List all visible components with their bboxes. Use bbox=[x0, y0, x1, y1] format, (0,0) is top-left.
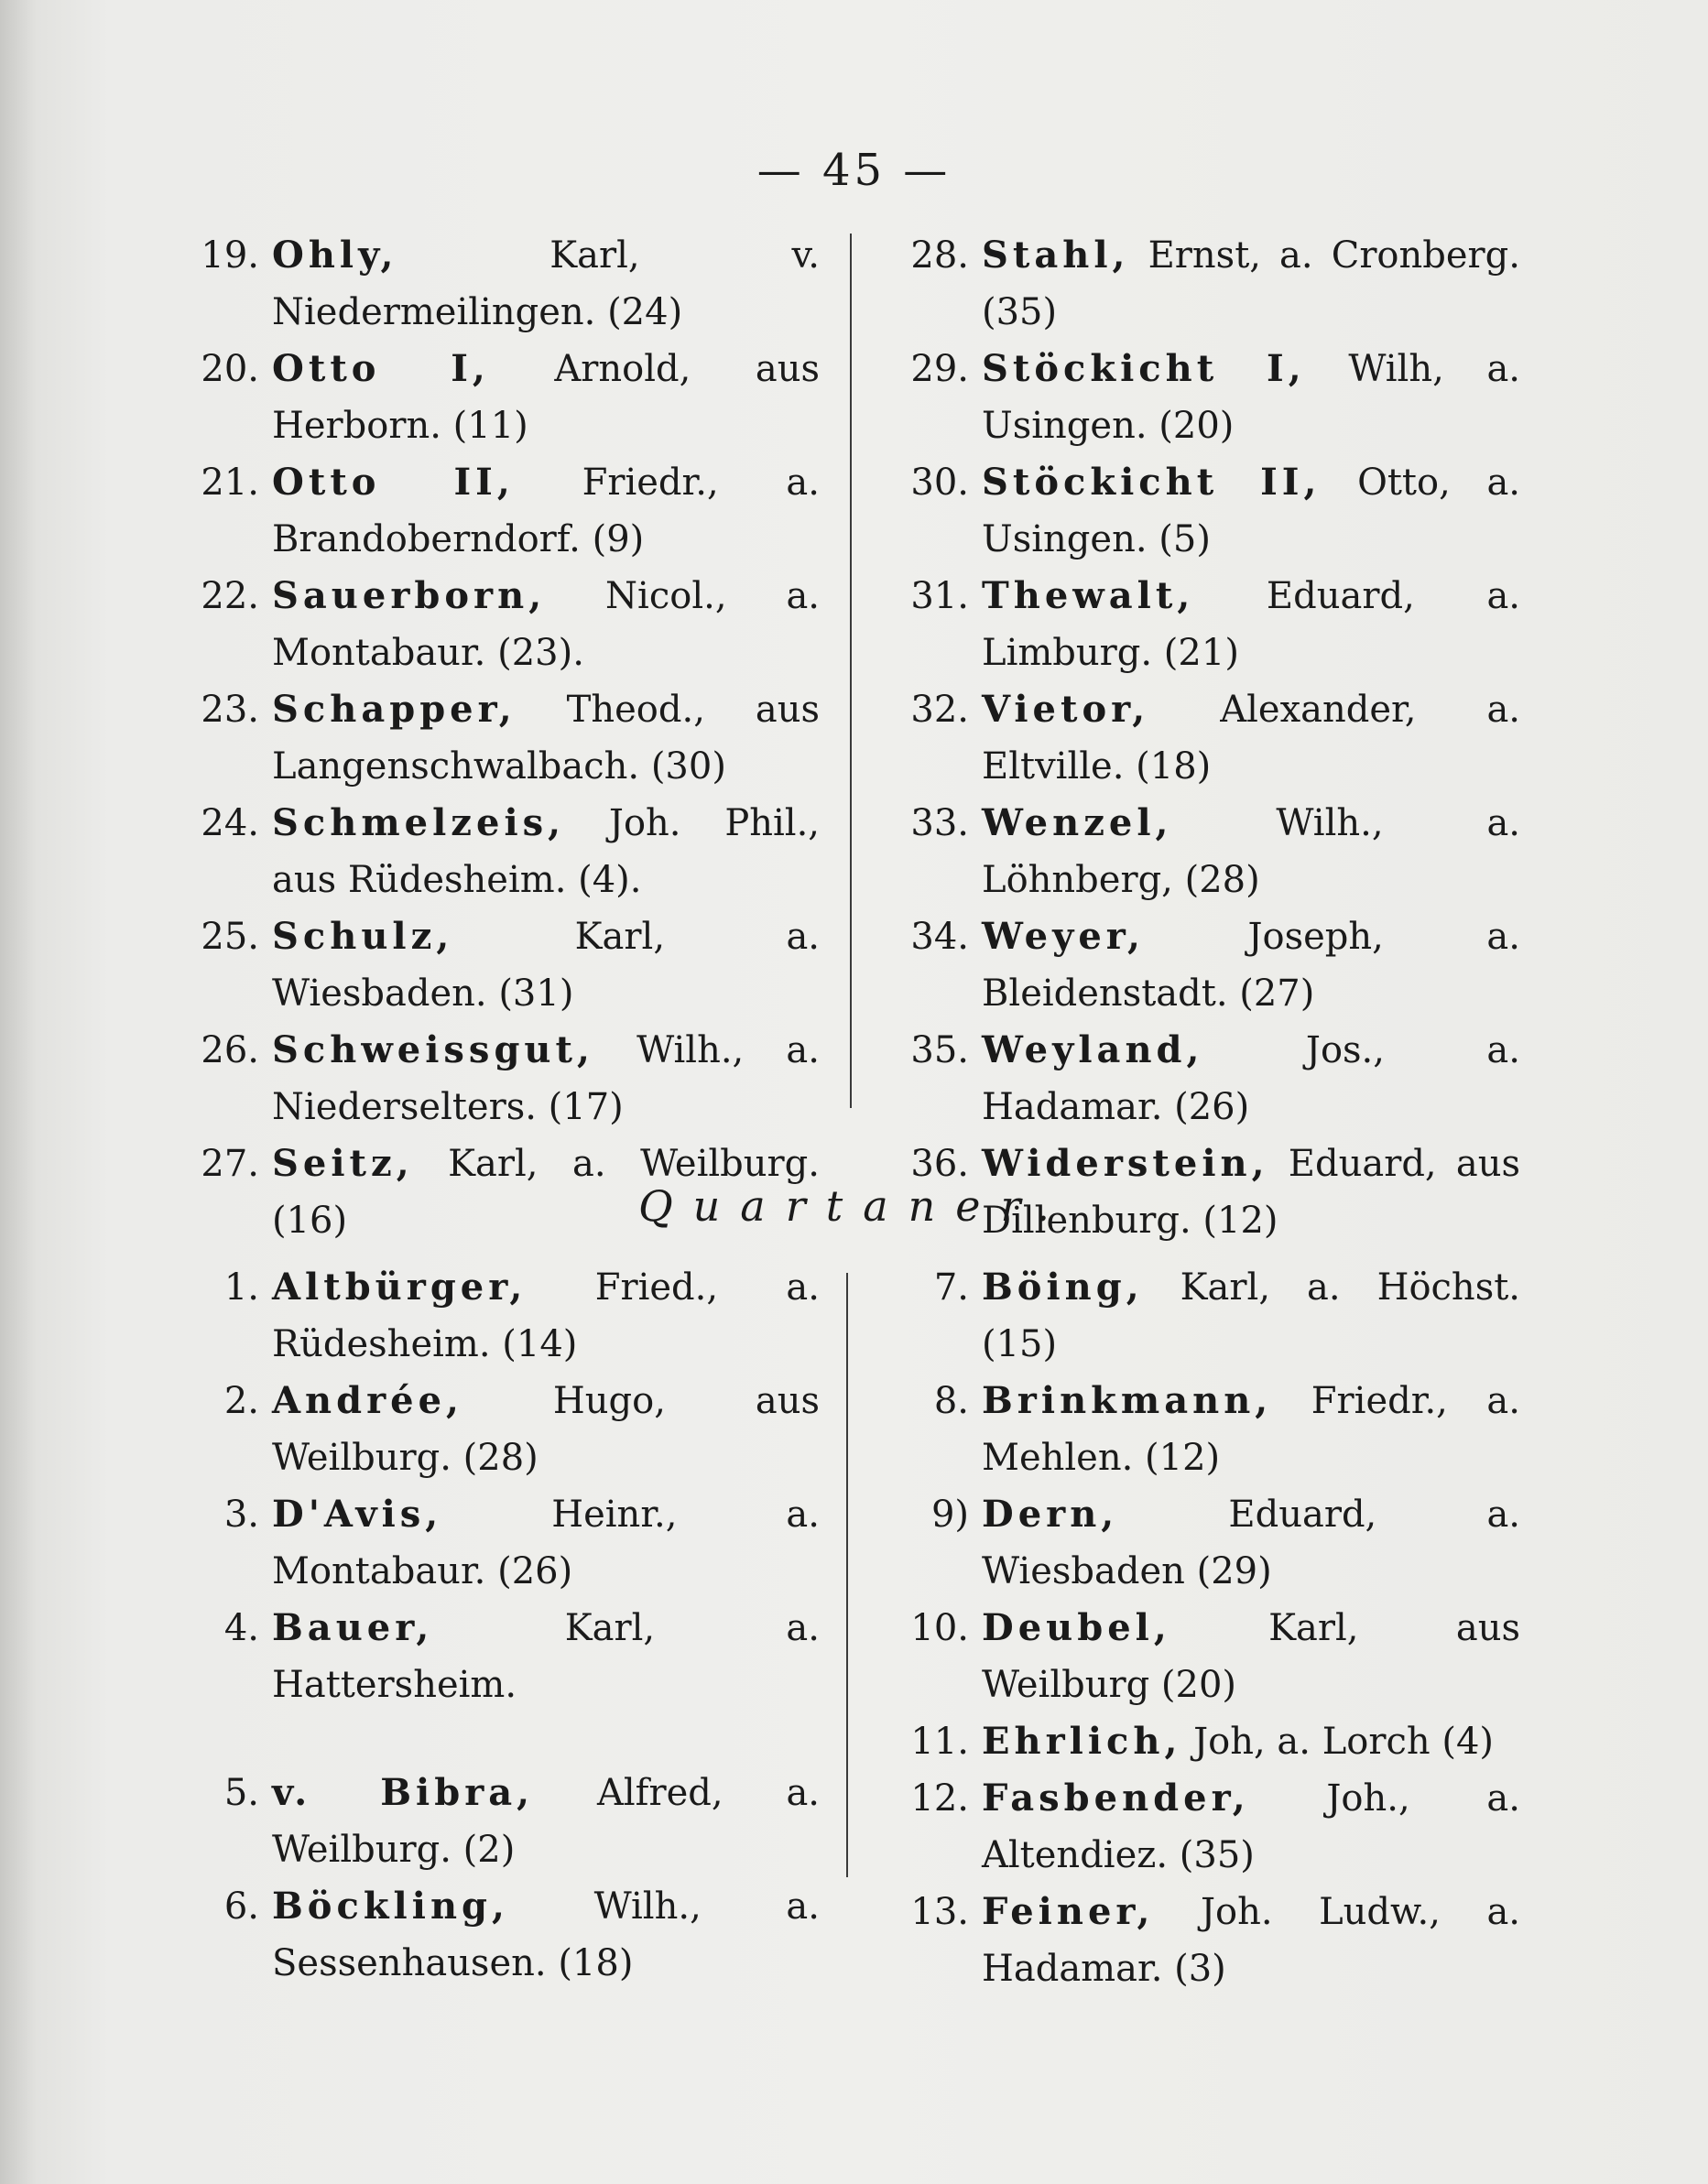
entry-detail: Fried., a. Rüdesheim. (14) bbox=[272, 1266, 820, 1365]
entry-name: D'Avis, bbox=[272, 1493, 443, 1536]
entry-number: 10. bbox=[910, 1607, 969, 1649]
entry-detail: Joh. Phil., aus Rüdesheim. (4). bbox=[272, 802, 821, 901]
entry-detail: Joh, a. Lorch (4) bbox=[1193, 1721, 1495, 1763]
entry-name: Bauer, bbox=[272, 1606, 434, 1649]
entry-detail: Alexander, a. Eltville. (18) bbox=[982, 689, 1520, 788]
list-item bbox=[179, 1373, 820, 1486]
entry-name: Widerstein, bbox=[982, 1142, 1269, 1185]
entry-number: 22. bbox=[201, 575, 259, 617]
list-item bbox=[179, 1259, 820, 1373]
entry-name: Fasbender, bbox=[982, 1777, 1250, 1820]
entry-number: 26. bbox=[201, 1029, 259, 1071]
entry-number: 33. bbox=[910, 802, 969, 844]
entry-detail: Nicol., a. Montabaur. (23). bbox=[272, 575, 821, 674]
entry-name: Schapper, bbox=[272, 688, 517, 731]
entry-detail: Eduard, a. Limburg. (21) bbox=[982, 575, 1520, 674]
entry-detail: Karl, a. Wiesbaden. (31) bbox=[272, 916, 821, 1015]
list-item bbox=[179, 568, 820, 681]
entry-number: 21. bbox=[201, 462, 259, 504]
entry-name: Seitz, bbox=[272, 1142, 414, 1185]
entry-detail: Wilh., a. Löhnberg, (28) bbox=[982, 802, 1521, 901]
entry-detail: Friedr., a. Mehlen. (12) bbox=[982, 1380, 1520, 1479]
entry-number: 19. bbox=[201, 234, 259, 277]
list-item bbox=[888, 1259, 1520, 1373]
entry-name: Ohly, bbox=[272, 234, 398, 277]
entry-number: 36. bbox=[910, 1143, 969, 1185]
entry-name: Deubel, bbox=[982, 1606, 1171, 1649]
entry-detail: Karl, aus Weilburg (20) bbox=[982, 1607, 1520, 1706]
list-item bbox=[888, 568, 1520, 681]
entry-number: 1. bbox=[223, 1266, 259, 1309]
entry-name: Ehrlich, bbox=[982, 1720, 1182, 1763]
entry-number: 23. bbox=[201, 689, 259, 731]
list-item bbox=[888, 1884, 1520, 1997]
entry-number: 5. bbox=[223, 1772, 259, 1814]
entry-number: 29. bbox=[910, 348, 969, 390]
list-item bbox=[179, 1022, 820, 1135]
entry-number: 34. bbox=[910, 916, 969, 958]
entry-number: 13. bbox=[910, 1891, 969, 1933]
entry-name: Feiner, bbox=[982, 1890, 1155, 1933]
entry-detail: Eduard, a. Wiesbaden (29) bbox=[982, 1494, 1520, 1592]
entry-name: Otto II, bbox=[272, 461, 515, 504]
entry-name: Stöckicht II, bbox=[982, 461, 1322, 504]
entry-detail: Karl, a. Weilburg. (16) bbox=[272, 1143, 820, 1242]
entry-detail: Wilh, a. Usingen. (20) bbox=[982, 348, 1521, 447]
column-divider bbox=[850, 234, 852, 1108]
entry-number: 30. bbox=[910, 462, 969, 504]
page-number: — 45 — bbox=[756, 145, 952, 196]
entry-number: 3. bbox=[223, 1494, 259, 1536]
entry-name: Weyer, bbox=[982, 915, 1145, 958]
entry-detail: Karl, a. Höchst. (15) bbox=[982, 1266, 1521, 1365]
entry-number: 20. bbox=[201, 348, 259, 390]
entry-number: 25. bbox=[201, 916, 259, 958]
column-divider bbox=[846, 1273, 848, 1877]
entry-detail: Theod., aus Langenschwalbach. (30) bbox=[272, 689, 820, 788]
entry-name: Andrée, bbox=[272, 1379, 463, 1422]
entry-number: 24. bbox=[201, 802, 259, 844]
list-item bbox=[179, 795, 820, 908]
entry-detail: Ernst, a. Cronberg. (35) bbox=[982, 234, 1520, 333]
list-item bbox=[179, 341, 820, 454]
list-item bbox=[888, 341, 1520, 454]
entry-number: 8. bbox=[933, 1380, 969, 1422]
list-item bbox=[888, 1600, 1520, 1713]
entry-detail: Karl, a. Hattersheim. bbox=[272, 1607, 820, 1706]
entry-number: 4. bbox=[223, 1607, 259, 1649]
entry-number: 11. bbox=[910, 1721, 969, 1763]
list-item bbox=[888, 1486, 1520, 1600]
entry-name: v. Bibra, bbox=[272, 1771, 535, 1814]
entry-name: Böing, bbox=[982, 1266, 1144, 1309]
entry-name: Wenzel, bbox=[982, 801, 1173, 844]
entry-number: 28. bbox=[910, 234, 969, 277]
entry-name: Stahl, bbox=[982, 234, 1130, 277]
entry-name: Thewalt, bbox=[982, 574, 1195, 617]
entry-number: 31. bbox=[910, 575, 969, 617]
list-item bbox=[179, 681, 820, 795]
list-item bbox=[179, 1878, 820, 1992]
entry-name: Vietor, bbox=[982, 688, 1150, 731]
entry-detail: Arnold, aus Herborn. (11) bbox=[272, 348, 820, 447]
entry-detail: Wilh., a. Niederselters. (17) bbox=[272, 1029, 820, 1128]
entry-name: Brinkmann, bbox=[982, 1379, 1273, 1422]
entry-number: 32. bbox=[910, 689, 969, 731]
entry-name: Schweissgut, bbox=[272, 1028, 594, 1071]
list-item bbox=[179, 1765, 820, 1878]
entry-number: 12. bbox=[910, 1777, 969, 1820]
list-item bbox=[888, 227, 1520, 341]
entry-number: 2. bbox=[223, 1380, 259, 1422]
entry-number: 27. bbox=[201, 1143, 259, 1185]
list-item bbox=[179, 908, 820, 1022]
list-item bbox=[888, 908, 1520, 1022]
entry-detail: Otto, a. Usingen. (5) bbox=[982, 462, 1520, 560]
entry-number: 7. bbox=[933, 1266, 969, 1309]
entry-detail: Eduard, aus Dillenburg. (12) bbox=[982, 1143, 1520, 1242]
entry-name: Weyland, bbox=[982, 1028, 1204, 1071]
entry-detail: Joh., a. Altendiez. (35) bbox=[982, 1777, 1520, 1876]
list-item bbox=[179, 227, 820, 341]
student-list-bottom-left bbox=[179, 1259, 820, 1992]
student-list-bottom-right bbox=[888, 1259, 1520, 1997]
entry-name: Schulz, bbox=[272, 915, 454, 958]
entry-number: 35. bbox=[910, 1029, 969, 1071]
entry-name: Stöckicht I, bbox=[982, 347, 1306, 390]
entry-detail: Joh. Ludw., a. Hadamar. (3) bbox=[982, 1891, 1521, 1990]
list-item bbox=[179, 1600, 820, 1713]
list-item bbox=[179, 454, 820, 568]
entry-number: 9) bbox=[930, 1494, 969, 1536]
entry-detail: Jos., a. Hadamar. (26) bbox=[982, 1029, 1520, 1128]
entry-name: Otto I, bbox=[272, 347, 490, 390]
student-list-top-right bbox=[888, 227, 1520, 1249]
entry-detail: Karl, v. Niedermeilingen. (24) bbox=[272, 234, 821, 333]
entry-name: Schmelzeis, bbox=[272, 801, 566, 844]
list-item bbox=[888, 1022, 1520, 1135]
entry-detail: Heinr., a. Montabaur. (26) bbox=[272, 1494, 820, 1592]
entry-detail: Alfred, a. Weilburg. (2) bbox=[272, 1772, 821, 1871]
list-item bbox=[179, 1486, 820, 1600]
list-item bbox=[888, 681, 1520, 795]
entry-name: Böckling, bbox=[272, 1885, 509, 1928]
entry-name: Altbürger, bbox=[272, 1266, 528, 1309]
student-list-top-left bbox=[179, 227, 820, 1249]
entry-detail: Friedr., a. Brandoberndorf. (9) bbox=[272, 462, 820, 560]
entry-number: 6. bbox=[223, 1885, 259, 1928]
section-title: Quartaner. bbox=[637, 1181, 1071, 1231]
list-item bbox=[888, 454, 1520, 568]
entry-detail: Wilh., a. Sessenhausen. (18) bbox=[272, 1885, 820, 1984]
entry-detail: Joseph, a. Bleidenstadt. (27) bbox=[982, 916, 1520, 1015]
entry-name: Sauerborn, bbox=[272, 574, 547, 617]
list-item bbox=[888, 1373, 1520, 1486]
entry-name: Dern, bbox=[982, 1493, 1119, 1536]
list-item bbox=[888, 1770, 1520, 1884]
spacer bbox=[179, 1713, 820, 1765]
entry-detail: Hugo, aus Weilburg. (28) bbox=[272, 1380, 820, 1479]
list-item bbox=[888, 1713, 1520, 1770]
list-item bbox=[888, 795, 1520, 908]
